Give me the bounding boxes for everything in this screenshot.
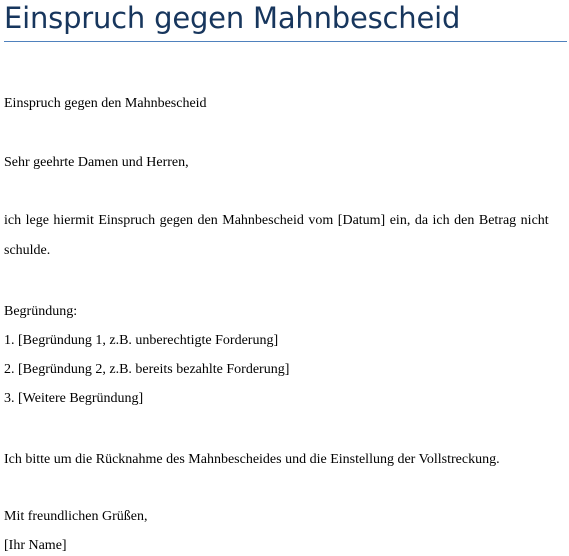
title-divider [4,41,567,42]
salutation: Sehr geehrte Damen und Herren, [4,155,189,170]
reason-item: 2. [Begründung 2, z.B. bereits bezahlte Forderung] [4,362,290,377]
request-paragraph: Ich bitte um die Rücknahme des Mahnbescheides und die Einstellung der Vollstreckung. [4,452,500,467]
reason-item: 3. [Weitere Begründung] [4,391,144,406]
document-title: Einspruch gegen Mahnbescheid [4,1,461,35]
closing-line: Mit freundlichen Grüßen, [4,509,148,524]
reason-item: 1. [Begründung 1, z.B. unberechtigte Forderung] [4,333,279,348]
signature-placeholder: [Ihr Name] [4,538,67,553]
intro-paragraph: ich lege hiermit Einspruch gegen den Mahnbescheid vom [Datum] ein, da ich den Betrag nicht schulde. [4,213,549,258]
reasons-heading: Begründung: [4,304,78,319]
subject-line: Einspruch gegen den Mahnbescheid [4,96,207,111]
